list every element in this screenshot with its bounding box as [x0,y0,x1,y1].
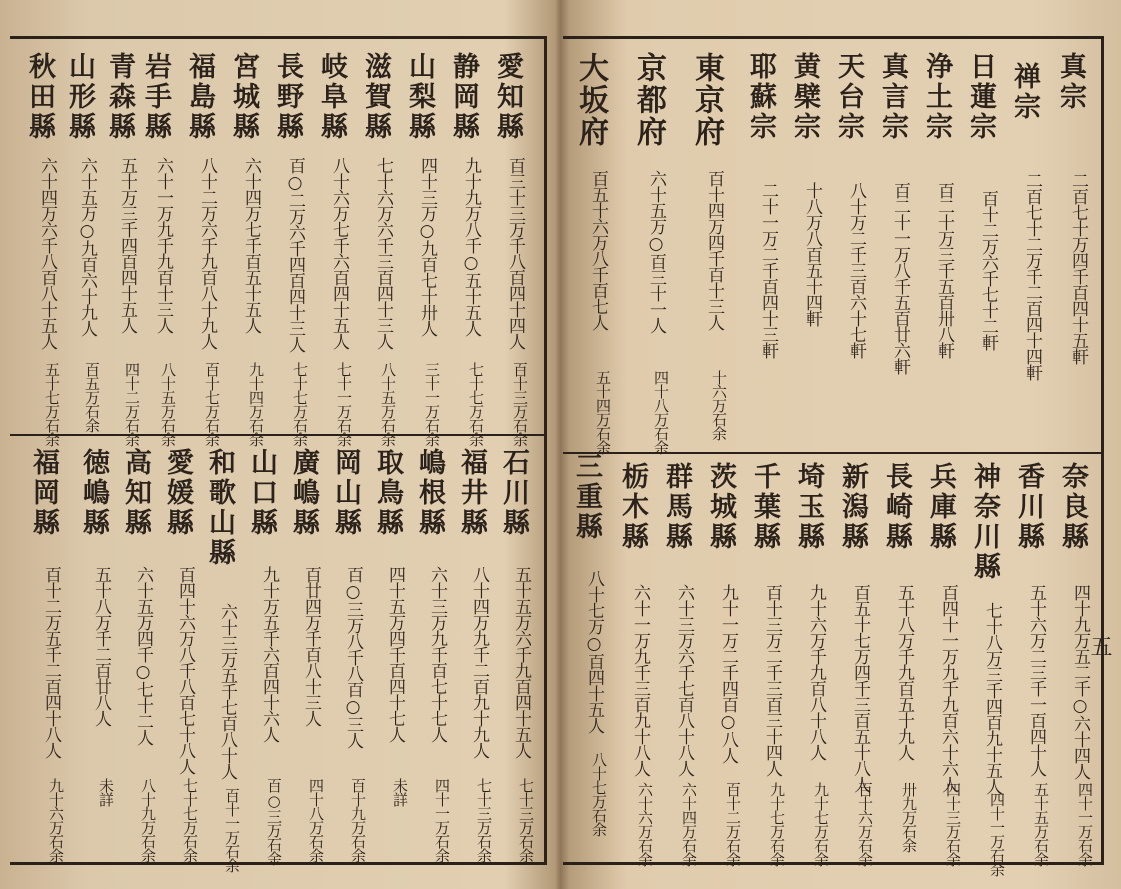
rice-yield: 百○三万石余 [265,778,283,865]
population-count: 百十二万五千二百四十八人 [41,566,61,758]
inner-rule [544,36,547,865]
rice-yield: 百十三万石余 [511,362,529,446]
population-count: 八十四万九千二百九十九人 [469,566,489,758]
rice-yield: 四十一万石余 [1076,782,1094,866]
prefecture-name: 青森縣 [104,52,135,142]
rice-yield: 五十七万石余 [43,362,61,446]
temple-count: 八十万二千三百六十七軒 [846,182,866,358]
middle-rule [563,452,1103,454]
rice-yield: 四十一万石余 [433,778,451,862]
population-count: 五十八万千二百廿八人 [91,566,111,726]
prefecture-name: 栃木縣 [617,462,648,552]
prefecture-name: 山梨縣 [404,52,435,142]
rice-yield: 百十一万石余 [223,788,241,872]
population-count: 六十四万六千八百八十五人 [37,157,57,349]
prefecture-name: 取鳥縣 [372,448,403,538]
population-count: 七十六万六千三百四十三人 [373,157,393,349]
prefecture-name: 徳嶋縣 [78,448,109,538]
sect-name: 真言宗 [877,52,908,142]
sect-name: 真宗 [1055,52,1086,112]
top-rule [10,36,546,39]
population-count: 五十六万二三千一百四十人 [1026,584,1046,776]
prefecture-name: 新潟縣 [837,462,868,552]
sect-name: 禅宗 [1009,62,1040,122]
sect-name: 耶蘇宗 [745,52,776,142]
rice-yield: 六十六万石余 [636,782,654,866]
population-count: 六十五万○九百六十九人 [77,157,97,336]
prefecture-name: 三重縣 [571,452,602,542]
prefecture-name: 嶋根縣 [414,448,445,538]
prefecture-name: 東京府 [689,52,724,148]
population-count: 八十六万七千六百四十五人 [329,157,349,349]
rice-yield: 四十一万石余 [988,792,1006,876]
prefecture-name: 高知縣 [120,448,151,538]
prefecture-name: 和歌山縣 [204,448,235,568]
population-count: 六十三万九千百七十七人 [427,566,447,742]
prefecture-name: 愛媛縣 [162,448,193,538]
rice-yield: 四十二万石余 [123,362,141,446]
population-count: 四十九万五二千○六十四人 [1070,584,1090,779]
population-count: 百十三万二千三百三十四人 [762,584,782,776]
prefecture-name: 静岡縣 [448,52,479,142]
rice-yield: 八十五万石余 [379,362,397,446]
population-count: 九十六万千九百八十八人 [806,584,826,760]
temple-count: 二百七十万四千百四十五軒 [1068,172,1088,364]
rice-yield: 百十九万石余 [349,778,367,862]
prefecture-name: 千葉縣 [749,462,780,552]
prefecture-name: 山形縣 [64,52,95,142]
prefecture-name: 石川縣 [498,448,529,538]
prefecture-name: 福岡縣 [28,448,59,538]
rice-yield: 百十七万石余 [203,362,221,446]
population-count: 四十五万四千百四十七人 [385,566,405,742]
prefecture-name: 岡山縣 [330,448,361,538]
rice-yield: 四十三万石余 [944,782,962,866]
population-count: 百五十六万八千百七人 [588,170,608,330]
rice-yield: 七十七万石余 [467,362,485,446]
prefecture-name: 福島縣 [184,52,215,142]
rice-yield: 七十一万石余 [335,362,353,446]
prefecture-name: 埼玉縣 [793,462,824,552]
rice-yield: 七十七万石余 [291,362,309,446]
rice-yield: 九十七万石余 [812,782,830,866]
rice-yield: 七十七万石余 [181,778,199,862]
prefecture-name: 群馬縣 [661,462,692,552]
population-count: 六十五万○百三十一人 [646,170,666,333]
temple-count: 百十二万六千七十二軒 [978,190,998,350]
prefecture-name: 廣嶋縣 [288,448,319,538]
rice-yield: 九十六万石余 [47,778,65,862]
rice-yield: 十六万石余 [710,370,728,440]
top-rule [563,36,1103,39]
prefecture-name: 秋田縣 [24,52,55,142]
temple-count: 百二十一万八千五百廿六軒 [890,182,910,374]
sect-name: 浄土宗 [921,52,952,142]
sect-name: 天台宗 [833,52,864,142]
rice-yield: 八十五万石余 [159,362,177,446]
population-count: 百○二万六千四百四十三人 [285,157,305,352]
population-count: 百○三万八千八百○三人 [343,566,363,748]
rice-yield: 八十九万石余 [139,778,157,862]
prefecture-name: 岐阜縣 [316,52,347,142]
prefecture-name: 福井縣 [456,448,487,538]
left-page [0,0,553,889]
prefecture-name: 大坂府 [573,52,608,148]
rice-yield: 百五万石余 [83,362,101,432]
outer-rule [1101,36,1104,865]
page-number: 五 [1087,635,1112,657]
rice-yield: 九十四万石余 [247,362,265,446]
prefecture-name: 滋賀縣 [360,52,391,142]
temple-count: 十八万八百五十四軒 [802,182,822,326]
rice-yield: 四十八万石余 [652,370,670,454]
population-count: 六十一万九千三百九十八人 [630,584,650,776]
population-count: 百五十七万四千三百五十八人 [850,584,870,792]
population-count: 五十八万千九百五十九人 [894,584,914,760]
rice-yield: 未詳 [97,778,115,806]
sect-name: 黄檗宗 [789,52,820,142]
population-count: 四十三万○九百七十卅人 [417,157,437,336]
rice-yield: 六十四万石余 [680,782,698,866]
temple-count: 二十一万二千百四十三軒 [758,182,778,358]
prefecture-name: 長崎縣 [881,462,912,552]
population-count: 五十五万六千九百四十五人 [511,566,531,758]
prefecture-name: 香川縣 [1013,462,1044,552]
population-count: 百三十三万千八百四十四人 [505,157,525,349]
population-count: 六十一万九千九百十三人 [153,157,173,333]
population-count: 七十八万三千四百九十五人 [982,602,1002,794]
prefecture-name: 京都府 [631,52,666,148]
population-count: 九十一万二千四百○八人 [718,584,738,763]
population-count: 六十三万六千七百八十八人 [674,584,694,776]
rice-yield: 百十六万石余 [856,782,874,866]
prefecture-name: 兵庫縣 [925,462,956,552]
rice-yield: 三十一万石余 [423,362,441,446]
rice-yield: 八十七万石余 [590,752,608,836]
population-count: 百十四万四千百十三人 [704,170,724,330]
rice-yield: 未詳 [391,778,409,806]
rice-yield: 百十二万石余 [724,782,742,866]
population-count: 六十三万五千七百八十人 [217,603,237,779]
prefecture-name: 長野縣 [272,52,303,142]
right-page [553,0,1121,889]
population-count: 五十万三千四百四十五人 [117,157,137,333]
prefecture-name: 奈良縣 [1057,462,1088,552]
population-count: 九十万五千六百四十六人 [259,566,279,742]
rice-yield: 五十五万石余 [1032,782,1050,866]
temple-count: 二百七十二万千二百四十四軒 [1022,172,1042,380]
prefecture-name: 茨城縣 [705,462,736,552]
rice-yield: 九十七万石余 [768,782,786,866]
temple-count: 百二十万三千五百卅八軒 [934,182,954,358]
population-count: 六十四万七千百五十五人 [241,157,261,333]
prefecture-name: 愛知縣 [492,52,523,142]
prefecture-name: 宮城縣 [228,52,259,142]
population-count: 八十七万○百四十五人 [584,570,604,733]
population-count: 九十九万八千○五十五人 [461,157,481,336]
prefecture-name: 神奈川縣 [969,462,1000,582]
population-count: 八十二万六千九百八十九人 [197,157,217,349]
sect-name: 日蓮宗 [965,52,996,142]
prefecture-name: 岩手縣 [140,52,171,142]
population-count: 百四十六万八千八百七十八人 [175,566,195,774]
population-count: 百四十一万九千九百六十六人 [938,584,958,792]
population-count: 六十五万四千○七十二人 [133,566,153,745]
rice-yield: 卅九万石余 [900,782,918,852]
rice-yield: 七十三万石余 [517,778,535,862]
prefecture-name: 山口縣 [246,448,277,538]
rice-yield: 四十八万石余 [307,778,325,862]
population-count: 百廿四万千百八十三人 [301,566,321,726]
rice-yield: 五十四万石余 [594,370,612,454]
rice-yield: 七十三万石余 [475,778,493,862]
